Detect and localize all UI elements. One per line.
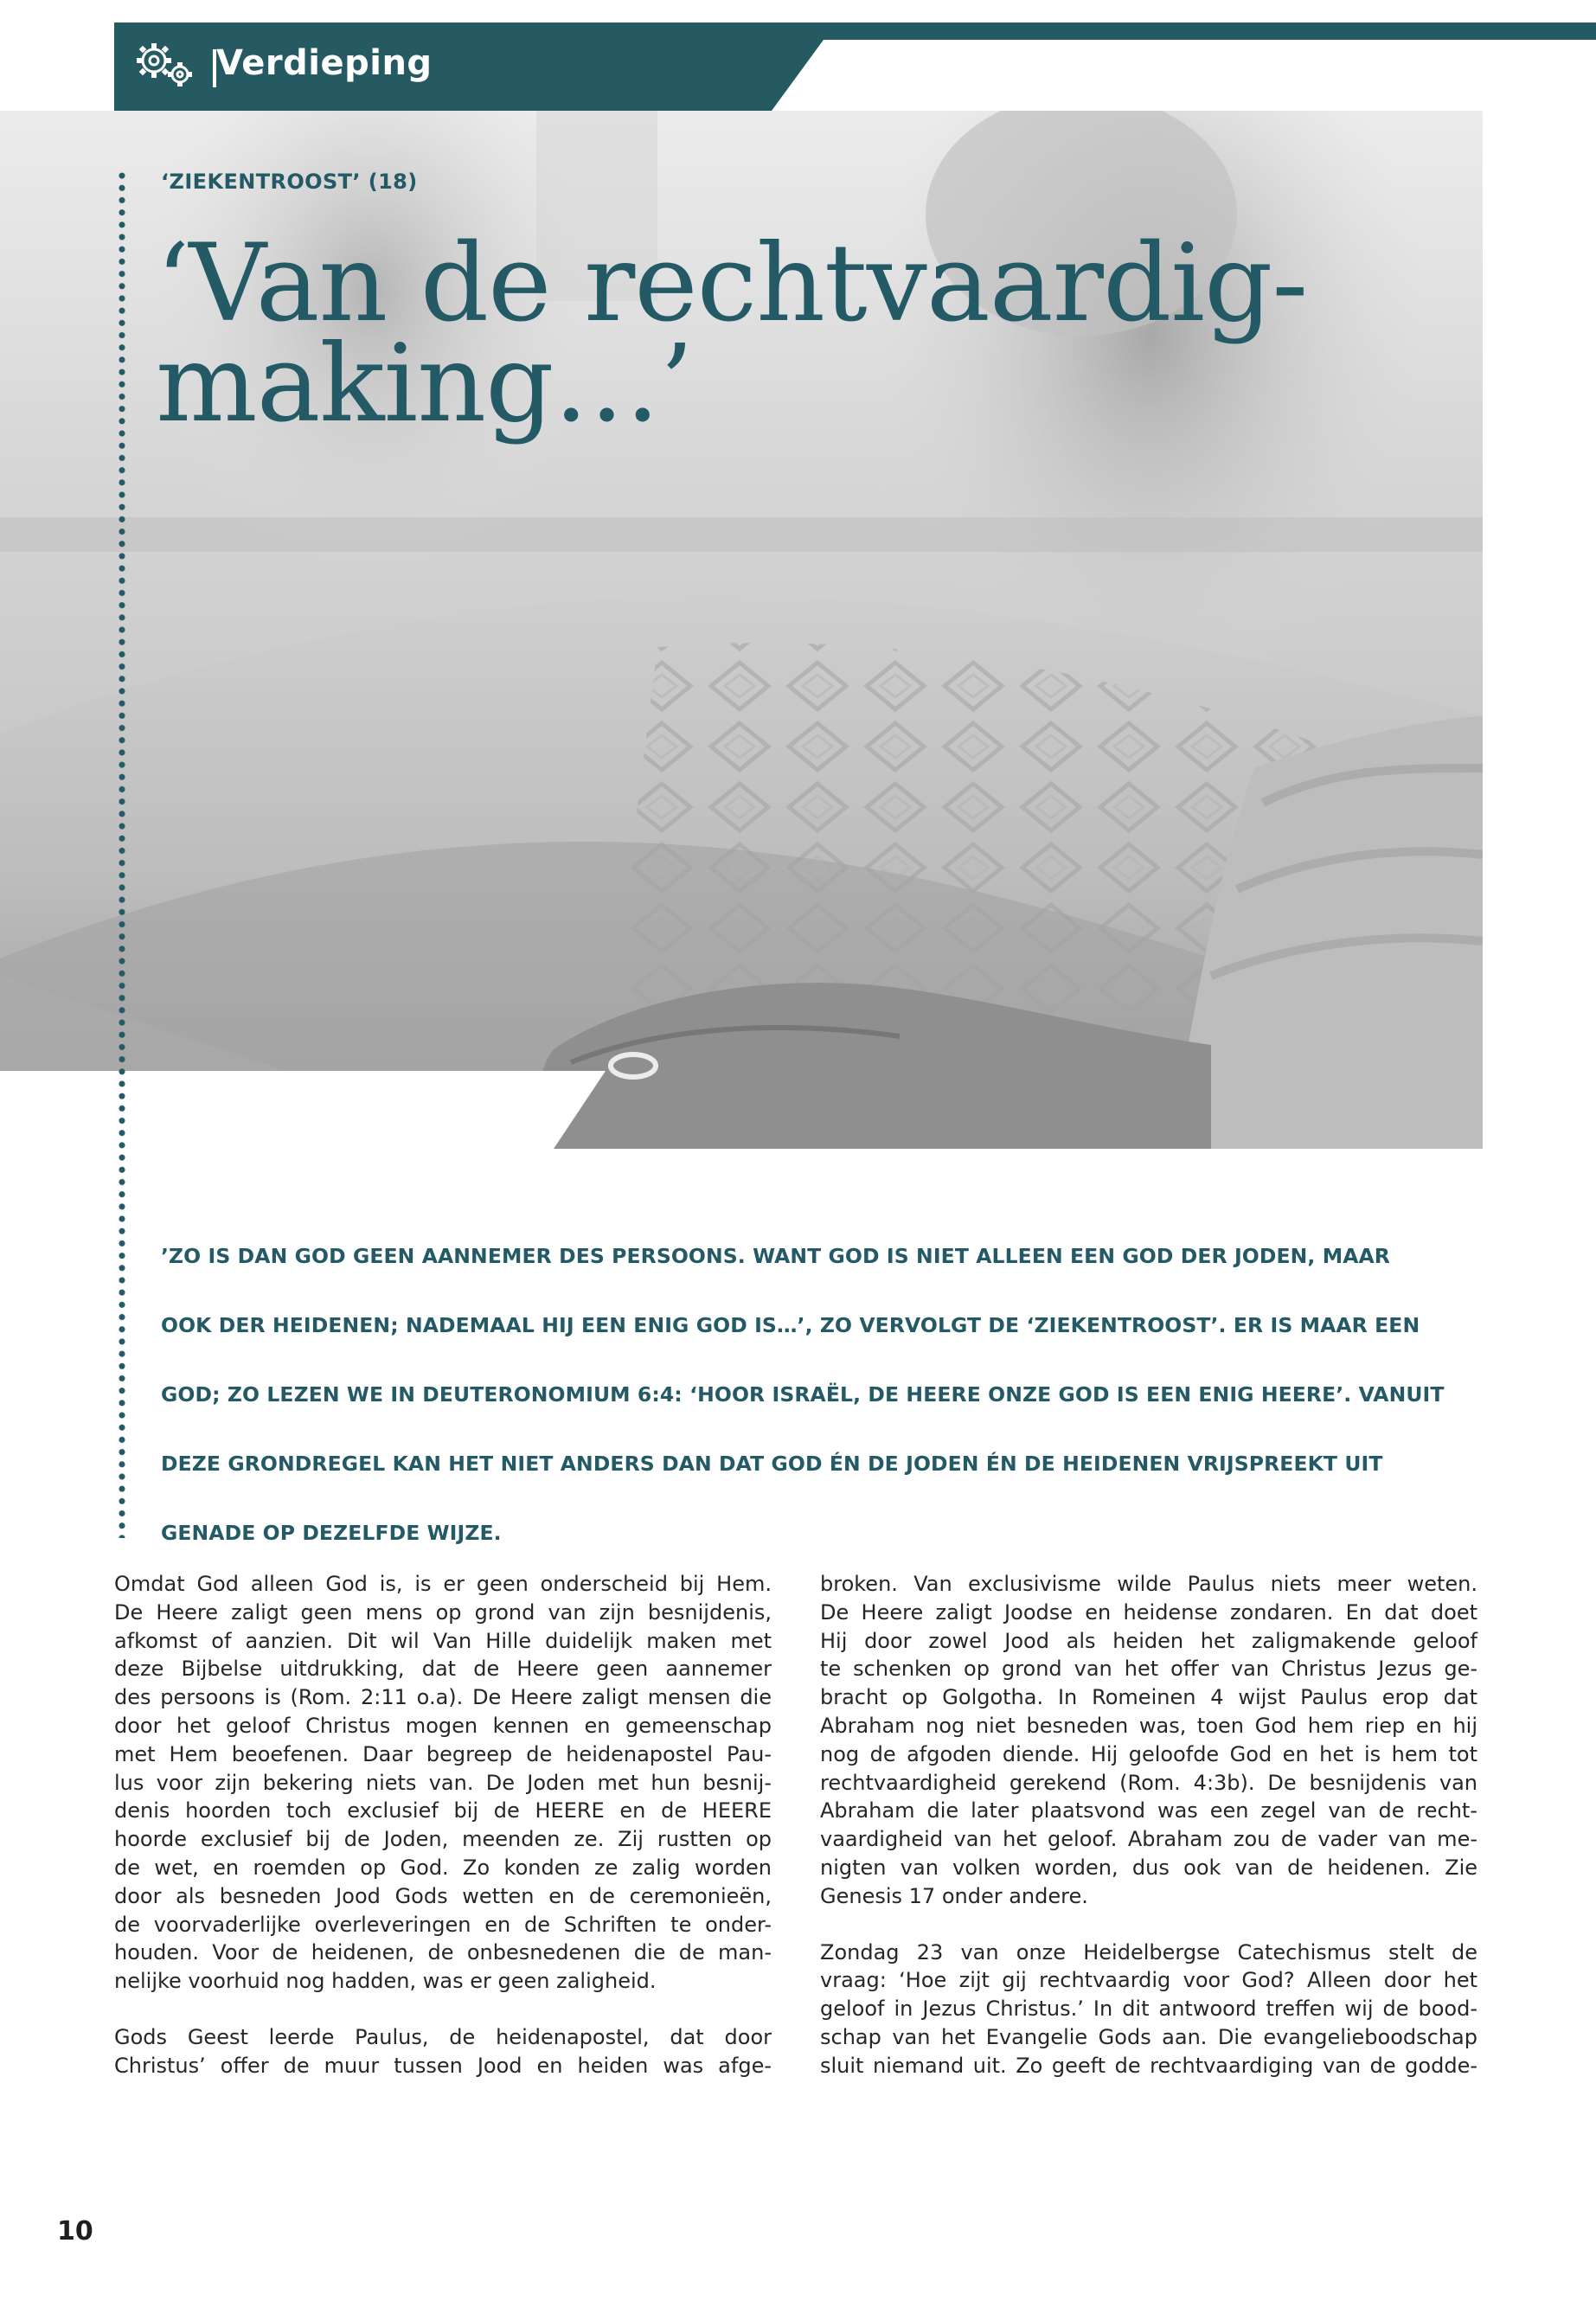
body-line: afkomst of aanzien. Dit wil Van Hille duidelijk maken met <box>114 1628 772 1653</box>
body-line: hoorde exclusief bij de Joden, meenden ze. Zij rustten op <box>114 1827 772 1852</box>
body-line: nigten van volken worden, dus ook van de heidenen. Zie <box>820 1855 1477 1880</box>
body-line: houden. Voor de heidenen, de onbesnedenen die de man- <box>114 1940 772 1965</box>
lead-paragraph <box>161 1221 1450 1567</box>
title-line-1: ‘Van de rechtvaardig- <box>156 221 1308 346</box>
lead-line: OOK DER HEIDENEN; NADEMAAL HIJ EEN ENIG GOD IS…’, ZO VERVOLGT DE ‘ZIEKENTROOST’. ER IS MAAR EEN <box>161 1313 1420 1337</box>
body-line: Hij door zowel Jood als heiden het zaligmakende geloof <box>820 1628 1477 1653</box>
body-column-right <box>820 1570 1477 2108</box>
body-line: sluit niemand uit. Zo geeft de rechtvaardiging van de godde- <box>820 2053 1477 2078</box>
section-label: Verdieping <box>216 43 433 83</box>
body-line: de voorvaderlijke overleveringen en de Schriften te onder- <box>114 1912 772 1937</box>
body-line: deze Bijbelse uitdrukking, dat de Heere geen aannemer <box>114 1657 772 1682</box>
body-line: denis hoorden toch exclusief bij de HEERE en de HEERE <box>114 1798 772 1823</box>
body-column-left <box>114 1570 772 2108</box>
body-line: De Heere zaligt geen mens op grond van zijn besnijdenis, <box>114 1599 772 1625</box>
body-line: broken. Van exclusivisme wilde Paulus niets meer weten. <box>820 1572 1477 1596</box>
body-paragraph <box>114 1570 772 1996</box>
page-number: 10 <box>57 2216 93 2247</box>
body-line: Omdat God alleen God is, is er geen onderscheid bij Hem. <box>114 1572 772 1596</box>
article-kicker: ‘ZIEKENTROOST’ (18) <box>161 170 418 194</box>
body-paragraph <box>820 1939 1477 2080</box>
lead-line: DEZE GRONDREGEL KAN HET NIET ANDERS DAN DAT GOD ÉN DE JODEN ÉN DE HEIDENEN VRIJSPREEKT UIT <box>161 1452 1383 1476</box>
body-paragraph <box>820 1570 1477 1911</box>
body-line: Gods Geest leerde Paulus, de heidenapostel, dat door <box>114 2024 772 2049</box>
lead-line: ’ZO IS DAN GOD GEEN AANNEMER DES PERSOONS. WANT GOD IS NIET ALLEEN EEN GOD DER JODEN, MAAR <box>161 1244 1390 1268</box>
dotted-rule <box>118 170 126 1538</box>
body-line: schap van het Evangelie Gods aan. Die evangelieboodschap <box>820 2024 1477 2049</box>
body-line: des persoons is (Rom. 2:11 o.a). De Heere zaligt mensen die <box>114 1685 772 1710</box>
body-line: de wet, en roemden op God. Zo konden ze zalig worden <box>114 1855 772 1880</box>
body-line: De Heere zaligt Joodse en heidense zondaren. En dat doet <box>820 1599 1477 1625</box>
body-line: rechtvaardigheid gerekend (Rom. 4:3b). De besnijdenis van <box>820 1770 1477 1795</box>
body-line: Genesis 17 onder andere. <box>820 1883 1088 1908</box>
body-line: door als besneden Jood Gods wetten en de ceremonieën, <box>114 1883 772 1908</box>
body-line: door het geloof Christus mogen kennen en gemeenschap <box>114 1713 772 1738</box>
body-line: Abraham die later plaatsvond was een zegel van de recht- <box>820 1798 1477 1823</box>
body-line: nelijke voorhuid nog hadden, was er geen zaligheid. <box>114 1969 657 1994</box>
gears-icon <box>130 35 199 95</box>
body-paragraph <box>114 2023 772 2080</box>
body-line: nog de afgoden diende. Hij geloofde God en het is hem tot <box>820 1741 1477 1766</box>
body-line: Christus’ offer de muur tussen Jood en heiden was afge- <box>114 2053 772 2078</box>
article-title <box>156 221 1367 446</box>
body-line: met Hem beoefenen. Daar begreep de heidenapostel Pau- <box>114 1741 772 1766</box>
body-line: geloof in Jezus Christus.’ In dit antwoord treffen wij de bood- <box>820 1997 1477 2022</box>
title-line-2: making…’ <box>156 322 693 446</box>
body-line: vaardigheid van het geloof. Abraham zou de vader van me- <box>820 1827 1477 1852</box>
body-line: te schenken op grond van het offer van Christus Jezus ge- <box>820 1657 1477 1682</box>
body-line: Abraham nog niet besneden was, toen God hem riep en hij <box>820 1713 1477 1738</box>
lead-line: GENADE OP DEZELFDE WIJZE. <box>161 1521 502 1545</box>
body-line: Zondag 23 van onze Heidelbergse Catechismus stelt de <box>820 1939 1477 1965</box>
lead-line: GOD; ZO LEZEN WE IN DEUTERONOMIUM 6:4: ‘HOOR ISRAËL, DE HEERE ONZE GOD IS EEN ENIG HEERE’. VANUIT <box>161 1382 1445 1407</box>
body-line: lus voor zijn bekering niets van. De Joden met hun besnij- <box>114 1770 772 1795</box>
body-line: bracht op Golgotha. In Romeinen 4 wijst Paulus erop dat <box>820 1685 1477 1710</box>
body-line: vraag: ‘Hoe zijt gij rechtvaardig voor God? Alleen door het <box>820 1968 1477 1993</box>
